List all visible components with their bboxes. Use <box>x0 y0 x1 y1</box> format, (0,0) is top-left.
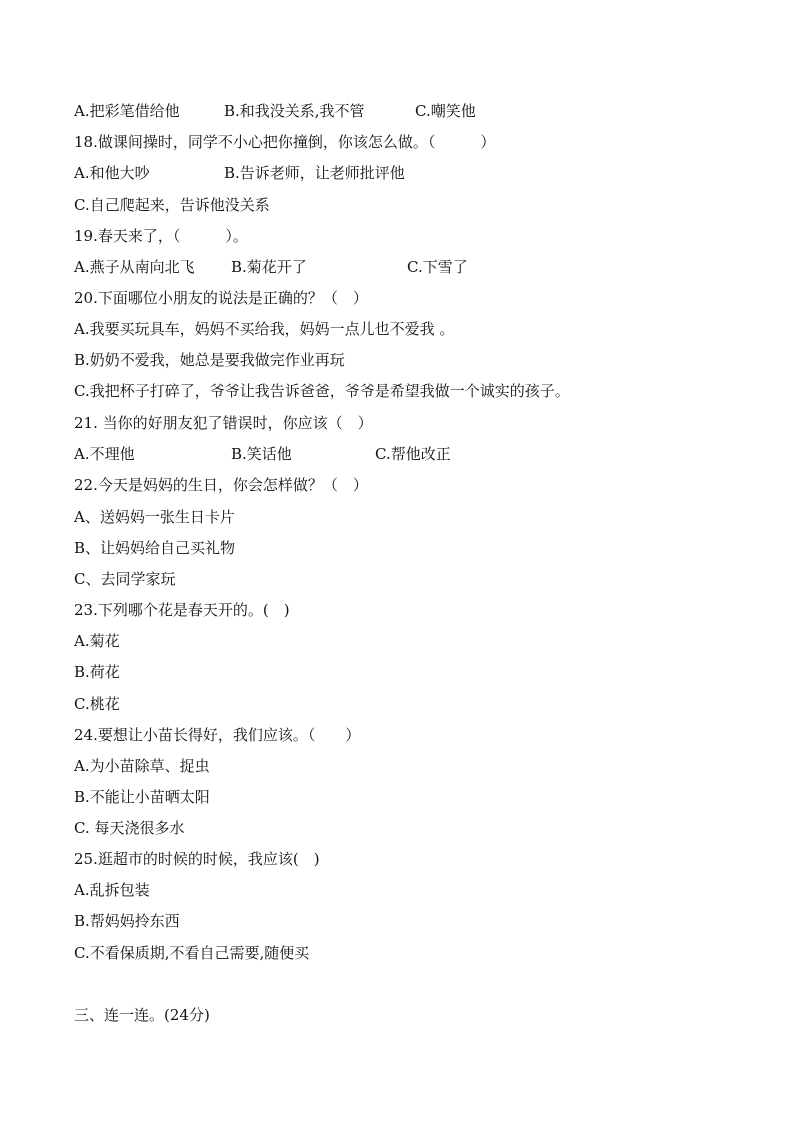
q19-option-a: A.燕子从南向北飞 <box>74 258 195 276</box>
q20-option-b: B.奶奶不爱我，她总是要我做完作业再玩 <box>74 351 345 369</box>
q20-option-c: C.我把杯子打碎了，爷爷让我告诉爸爸，爷爷是希望我做一个诚实的孩子。 <box>74 382 570 400</box>
q21-question: 21. 当你的好朋友犯了错误时，你应该（ ） <box>74 414 373 432</box>
q23-option-a: A.菊花 <box>74 632 120 650</box>
q24-option-a: A.为小苗除草、捉虫 <box>74 757 210 775</box>
q21-option-c: C.帮他改正 <box>375 445 451 463</box>
q19-option-b: B.菊花开了 <box>231 258 307 276</box>
q20-option-a: A.我要买玩具车，妈妈不买给我，妈妈一点儿也不爱我 。 <box>74 320 455 338</box>
q19-question: 19.春天来了，（ ）。 <box>74 227 248 245</box>
q19-options-row <box>74 257 594 277</box>
q19-option-c: C.下雪了 <box>407 258 468 276</box>
q21-options-row <box>74 444 594 464</box>
q23-option-c: C.桃花 <box>74 695 120 713</box>
q17-options-row <box>74 101 594 121</box>
q22-option-c: C、去同学家玩 <box>74 570 176 588</box>
q21-option-a: A.不理他 <box>74 445 135 463</box>
q18-option-b: B.告诉老师，让老师批评他 <box>224 164 405 182</box>
q17-option-b: B.和我没关系,我不管 <box>224 102 365 120</box>
q25-option-b: B.帮妈妈拎东西 <box>74 912 180 930</box>
q18-question: 18.做课间操时，同学不小心把你撞倒，你该怎么做。（ ） <box>74 133 496 151</box>
q24-question: 24.要想让小苗长得好，我们应该。（ ） <box>74 726 361 744</box>
q24-option-b: B.不能让小苗晒太阳 <box>74 788 210 806</box>
q21-option-b: B.笑话他 <box>231 445 292 463</box>
q23-option-b: B.荷花 <box>74 663 120 681</box>
q18-option-c: C.自己爬起来，告诉他没关系 <box>74 196 270 214</box>
q22-question: 22.今天是妈妈的生日，你会怎样做？（ ） <box>74 476 368 494</box>
q17-option-c: C.嘲笑他 <box>415 102 476 120</box>
q18-option-a: A.和他大吵 <box>74 164 150 182</box>
q22-option-b: B、让妈妈给自己买礼物 <box>74 539 236 557</box>
section3-heading: 三、连一连。(24分) <box>74 1006 210 1024</box>
q25-option-c: C.不看保质期,不看自己需要,随便买 <box>74 944 310 962</box>
q20-question: 20.下面哪位小朋友的说法是正确的？（ ） <box>74 289 368 307</box>
q25-question: 25.逛超市的时候的时候，我应该( ) <box>74 850 320 868</box>
q17-option-a: A.把彩笔借给他 <box>74 102 180 120</box>
q22-option-a: A、送妈妈一张生日卡片 <box>74 508 235 526</box>
q25-option-a: A.乱拆包装 <box>74 881 150 899</box>
q18-options-row <box>74 163 594 183</box>
q24-option-c: C. 每天浇很多水 <box>74 819 185 837</box>
q23-question: 23.下列哪个花是春天开的。( ) <box>74 601 290 619</box>
